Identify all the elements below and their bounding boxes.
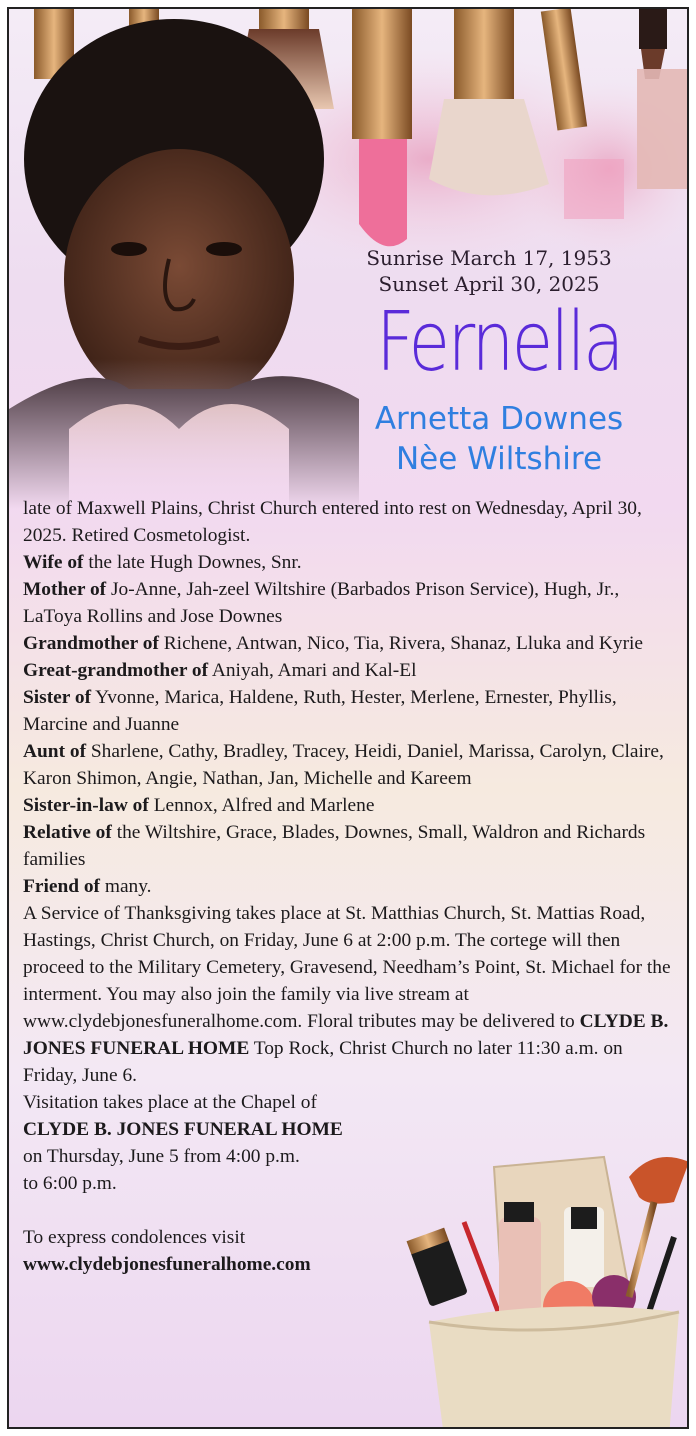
relation-text: Sharlene, Cathy, Bradley, Tracey, Heidi, Daniel, Marissa, Carolyn, Claire, Karon Shimon, Angie, Nathan, Jan, Michelle and Kareem <box>23 741 664 789</box>
maiden-name: Nèe Wiltshire <box>395 441 603 477</box>
relation-label: Wife of <box>23 552 84 573</box>
obituary-card <box>7 7 689 1429</box>
relation-mother <box>23 576 679 630</box>
sunrise-date: Sunrise March 17, 1953 <box>366 246 612 270</box>
funeral-home-name: CLYDE B. JONES FUNERAL HOME <box>23 1119 343 1140</box>
portrait-photo <box>9 9 359 509</box>
website-url[interactable]: www.clydebjonesfuneralhome.com <box>23 1254 311 1275</box>
cosmetics-bag-illustration <box>404 1147 689 1429</box>
relation-label: Friend of <box>23 876 101 897</box>
middle-name: Arnetta Downes <box>374 401 624 437</box>
first-name-heading: Fernella <box>376 295 622 390</box>
relation-text: Yvonne, Marica, Haldene, Ruth, Hester, Merlene, Ernester, Phyllis, Marcine and Juanne <box>23 687 617 735</box>
relation-text: Aniyah, Amari and Kal-El <box>208 660 417 681</box>
visitation-lead: Visitation takes place at the Chapel of <box>23 1092 317 1113</box>
relation-text: Richene, Antwan, Nico, Tia, Rivera, Shanaz, Lluka and Kyrie <box>158 633 644 654</box>
relation-text: the Wiltshire, Grace, Blades, Downes, Small, Waldron and Richards families <box>23 822 646 870</box>
relation-grandmother <box>23 630 679 657</box>
relation-label: Aunt of <box>23 741 87 762</box>
relation-great-grandmother <box>23 657 679 684</box>
life-dates <box>339 245 639 297</box>
visitation-time: on Thursday, June 5 from 4:00 p.m. <box>23 1146 300 1167</box>
service-text: A Service of Thanksgiving takes place at St. Matthias Church, St. Mattias Road, Hastings, Christ Church, on Friday, June 6 at 2:00 p.m. The cortege will then proceed to the Military Cemetery, Gravesend, Needham’s Point, St. Michael for the interment. You may also join the family via live stream at www.clydebjonesfuneralhome.com. Floral tributes may be delivered to <box>23 903 671 1032</box>
relation-text: Lennox, Alfred and Marlene <box>148 795 375 816</box>
relation-friend <box>23 873 679 900</box>
relation-label: Mother of <box>23 579 107 600</box>
relation-relative <box>23 819 679 873</box>
visitation-time-end: to 6:00 p.m. <box>23 1173 117 1194</box>
relation-label: Grandmother of <box>23 633 159 654</box>
relation-label: Great-grandmother of <box>23 660 209 681</box>
service-tail: Top Rock, Christ Church no later 11:30 a.m. on Friday, June 6. <box>23 1038 623 1086</box>
condolence-lead: To express condolences visit <box>23 1227 246 1248</box>
sunset-date: Sunset April 30, 2025 <box>378 272 600 296</box>
relation-wife <box>23 549 679 576</box>
service-paragraph <box>23 900 679 1089</box>
relation-text: many. <box>100 876 152 897</box>
visitation-funeral-home <box>23 1116 679 1143</box>
relation-sister-in-law <box>23 792 679 819</box>
full-name-subheading <box>321 399 677 479</box>
relation-aunt <box>23 738 679 792</box>
relation-text: the late Hugh Downes, Snr. <box>83 552 302 573</box>
relation-text: Jo-Anne, Jah-zeel Wiltshire (Barbados Prison Service), Hugh, Jr., LaToya Rollins and Jose Downes <box>23 579 620 627</box>
relation-label: Relative of <box>23 822 112 843</box>
relation-sister <box>23 684 679 738</box>
intro-paragraph: late of Maxwell Plains, Christ Church entered into rest on Wednesday, April 30, 2025. Retired Cosmetologist. <box>23 498 642 546</box>
relation-label: Sister-in-law of <box>23 795 149 816</box>
relation-label: Sister of <box>23 687 92 708</box>
funeral-home-name: CLYDE B. JONES FUNERAL HOME <box>23 1011 669 1059</box>
